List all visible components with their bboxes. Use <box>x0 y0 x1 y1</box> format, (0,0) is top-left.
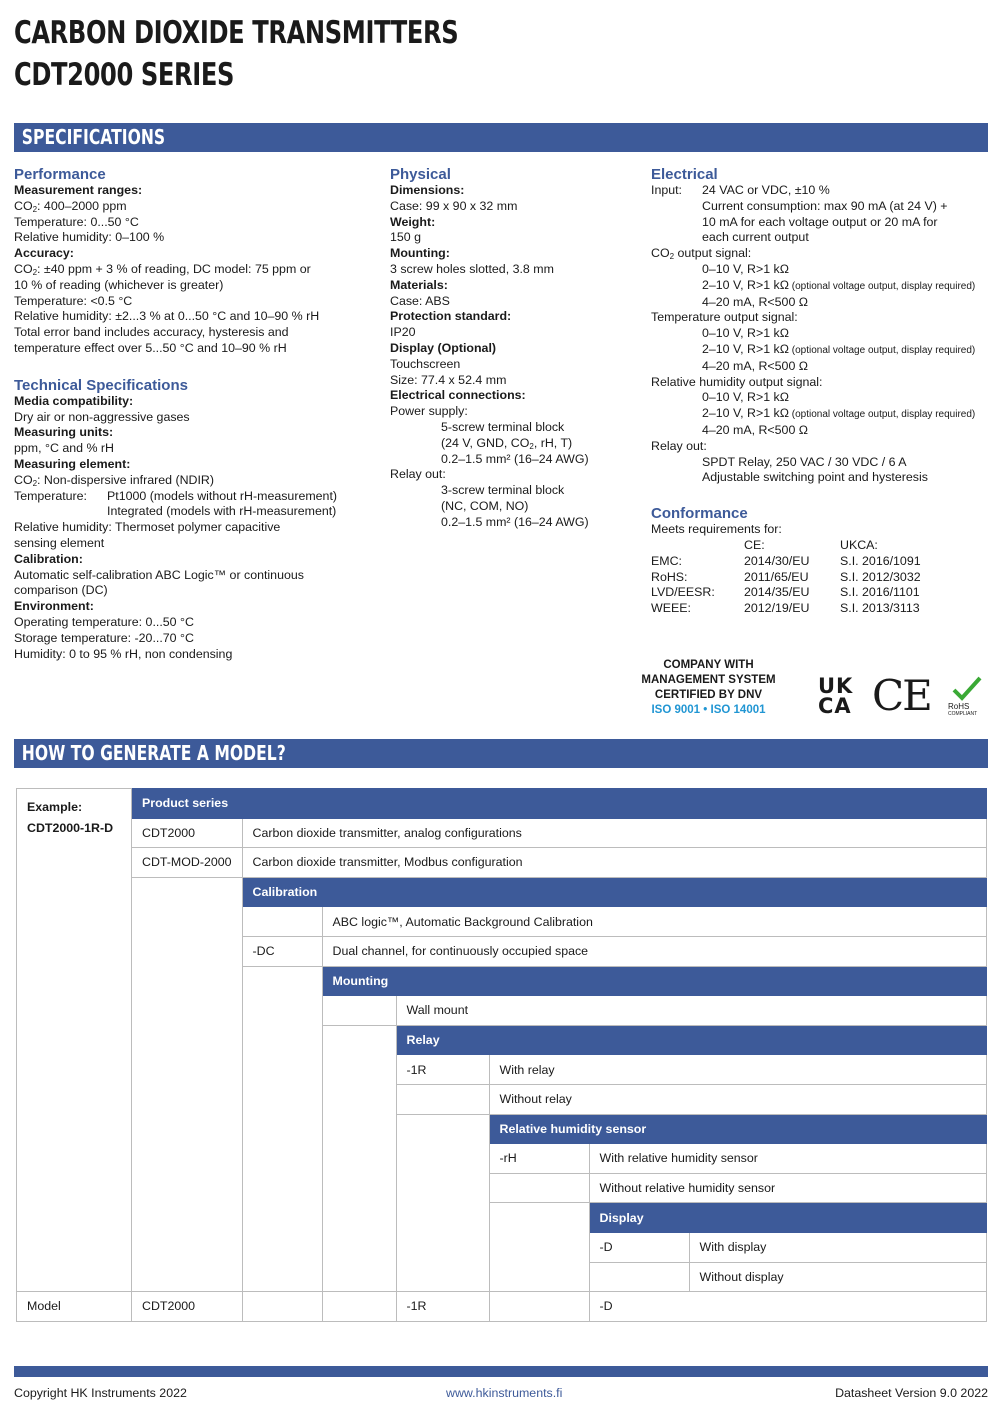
calibration-value: Automatic self-calibration ABC Logic™ or continuous <box>14 567 304 582</box>
protection-value: IP20 <box>390 325 416 340</box>
performance-heading: Performance <box>14 166 106 183</box>
calibration-value-cont: comparison (DC) <box>14 583 108 598</box>
table-row: -D With display <box>17 1232 987 1262</box>
table-row: Without relative humidity sensor <box>17 1173 987 1203</box>
co2-output-1: 0–10 V, R>1 kΩ <box>702 261 789 276</box>
relay-spec: SPDT Relay, 250 VAC / 30 VDC / 6 A <box>702 454 907 469</box>
table-row: -1R With relay <box>17 1055 987 1085</box>
physical-heading: Physical <box>390 166 451 183</box>
humidity-output-1: 0–10 V, R>1 kΩ <box>702 390 789 405</box>
page-title <box>14 12 458 96</box>
co2-range: $CO_2$: 400–2000 ppm <box>14 198 127 214</box>
mounting-header: Mounting <box>322 966 986 996</box>
table-row: Without display <box>17 1262 987 1292</box>
element-humidity-cont: sensing element <box>14 535 105 550</box>
protection-label: Protection standard: <box>390 309 512 324</box>
temperature-output-label: Temperature output signal: <box>651 310 798 325</box>
dnv-certification: COMPANY WITH MANAGEMENT SYSTEM CERTIFIED BY DNV ISO 9001 • ISO 14001 <box>641 659 776 716</box>
weight-label: Weight: <box>390 214 436 229</box>
power-wire-size: 0.2–1.5 mm² (16–24 AWG) <box>441 451 589 466</box>
product-series-header: Product series <box>132 789 987 819</box>
materials-label: Materials: <box>390 277 448 292</box>
consumption: Current consumption: max 90 mA (at 24 V) + <box>702 198 948 213</box>
table-row: CDT2000 Carbon dioxide transmitter, analog configurations <box>17 818 987 848</box>
title-line-1: CARBON DIOXIDE TRANSMITTERS <box>14 15 459 51</box>
measurement-ranges-label: Measurement ranges: <box>14 183 143 197</box>
temperature-accuracy: Temperature: <0.5 °C <box>14 293 133 308</box>
conformance-intro: Meets requirements for: <box>651 522 782 537</box>
calibration-label: Calibration: <box>14 551 83 566</box>
table-row: -rH With relative humidity sensor <box>17 1144 987 1174</box>
relay-adjustable: Adjustable switching point and hysteresis <box>702 470 928 485</box>
display-type: Touchscreen <box>390 356 461 371</box>
table-row: Wall mount <box>17 996 987 1026</box>
units-value: ppm, °C and % rH <box>14 441 114 456</box>
title-line-2: CDT2000 SERIES <box>14 57 235 93</box>
rh-sensor-header: Relative humidity sensor <box>489 1114 986 1144</box>
mounting-value: 3 screw holes slotted, 3.8 mm <box>390 261 554 276</box>
humidity-output-2: 2–10 V, R>1 kΩ (optional voltage output, display required) <box>702 406 976 421</box>
storage-temperature: Storage temperature: -20...70 °C <box>14 630 194 645</box>
relay-out-label: Relay out: <box>390 467 446 482</box>
temperature-output-1: 0–10 V, R>1 kΩ <box>702 326 789 341</box>
humidity-output-label: Relative humidity output signal: <box>651 374 823 389</box>
ukca-mark-icon: UK CA <box>818 674 854 718</box>
relay-label: Relay out: <box>651 438 707 453</box>
dimensions-label: Dimensions: <box>390 183 465 197</box>
electrical-connections-label: Electrical connections: <box>390 388 526 403</box>
temperature-output-2: 2–10 V, R>1 kΩ (optional voltage output, display required) <box>702 341 976 356</box>
conformance-heading: Conformance <box>651 505 748 523</box>
power-supply-label: Power supply: <box>390 404 468 419</box>
datasheet-version: Datasheet Version 9.0 2022 <box>835 1386 988 1400</box>
co2-output-2: 2–10 V, R>1 kΩ (optional voltage output, display required) <box>702 277 976 292</box>
example-cell: Example: CDT2000-1R-D <box>17 789 132 1292</box>
model-row: Model CDT2000 -1R -D <box>17 1292 987 1322</box>
consumption-cont: 10 mA for each voltage output or 20 mA for <box>702 214 938 229</box>
units-label: Measuring units: <box>14 425 114 440</box>
total-error-band-cont: temperature effect over 5...50 °C and 10–90 % rH <box>14 340 287 355</box>
mounting-label: Mounting: <box>390 246 450 261</box>
performance-column <box>14 167 374 662</box>
rohs-icon: RoHS COMPLIANT <box>948 674 988 720</box>
element-temperature: Temperature: Pt1000 (models without rH-measurement) Integrated (models with rH-measurement) <box>14 488 338 519</box>
input-row: Input: 24 VAC or VDC, ±10 % <box>651 183 830 197</box>
specifications-heading: SPECIFICATIONS <box>21 125 166 149</box>
humidity-condition: Humidity: 0 to 95 % rH, non condensing <box>14 646 233 661</box>
electrical-heading: Electrical <box>651 166 718 183</box>
model-table <box>16 788 987 1322</box>
calibration-header: Calibration <box>242 877 986 907</box>
element-humidity: Relative humidity: Thermoset polymer capacitive <box>14 520 281 535</box>
co2-accuracy: $CO_2$: ±40 ppm + 3 % of reading, DC model: 75 ppm or <box>14 261 311 277</box>
media-value: Dry air or non-aggressive gases <box>14 409 190 424</box>
element-label: Measuring element: <box>14 456 131 471</box>
media-label: Media compatibility: <box>14 393 134 408</box>
table-row: -DC Dual channel, for continuously occupied space <box>17 936 987 966</box>
footer-bar <box>14 1366 988 1377</box>
temperature-range: Temperature: 0...50 °C <box>14 214 139 229</box>
co2-output-3: 4–20 mA, R<500 Ω <box>702 294 809 309</box>
website-link[interactable]: www.hkinstruments.fi <box>446 1386 563 1400</box>
power-terminal: 5-screw terminal block <box>441 419 565 434</box>
table-row: ABC logic™, Automatic Background Calibration <box>17 907 987 937</box>
dimensions-value: Case: 99 x 90 x 32 mm <box>390 198 518 213</box>
specifications-section-bar <box>14 123 988 152</box>
humidity-range: Relative humidity: 0–100 % <box>14 230 165 245</box>
co2-output-label: $CO_2$ output signal: <box>651 246 752 262</box>
consumption-cont-2: each current output <box>702 230 809 245</box>
display-label: Display (Optional) <box>390 340 497 355</box>
temperature-output-3: 4–20 mA, R<500 Ω <box>702 358 809 373</box>
technical-specifications-heading: Technical Specifications <box>14 376 188 394</box>
relay-wire-size: 0.2–1.5 mm² (16–24 AWG) <box>441 514 589 529</box>
relay-terminal: 3-screw terminal block <box>441 483 565 498</box>
environment-label: Environment: <box>14 599 94 614</box>
power-terminals-list: (24 V, GND, $CO_2$, rH, T) <box>441 435 573 451</box>
operating-temperature: Operating temperature: 0...50 °C <box>14 614 194 629</box>
model-heading: HOW TO GENERATE A MODEL? <box>21 741 286 765</box>
table-row: CDT-MOD-2000 Carbon dioxide transmitter, Modbus configuration <box>17 848 987 878</box>
copyright: Copyright HK Instruments 2022 <box>14 1386 187 1400</box>
weight-value: 150 g <box>390 230 422 245</box>
humidity-accuracy: Relative humidity: ±2...3 % at 0...50 °C and 10–90 % rH <box>14 309 320 324</box>
element-co2: $CO_2$: Non-dispersive infrared (NDIR) <box>14 472 215 488</box>
table-row: Without relay <box>17 1084 987 1114</box>
co2-accuracy-cont: 10 % of reading (whichever is greater) <box>14 277 224 292</box>
electrical-column <box>651 167 996 617</box>
physical-column <box>390 167 640 531</box>
model-section-bar <box>14 739 988 768</box>
materials-value: Case: ABS <box>390 293 450 308</box>
display-header: Display <box>589 1203 986 1233</box>
accuracy-label: Accuracy: <box>14 246 74 261</box>
total-error-band: Total error band includes accuracy, hysteresis and <box>14 325 289 340</box>
relay-terminals-list: (NC, COM, NO) <box>441 498 529 513</box>
display-size: Size: 77.4 x 52.4 mm <box>390 372 507 387</box>
relay-header: Relay <box>396 1025 986 1055</box>
humidity-output-3: 4–20 mA, R<500 Ω <box>702 422 809 437</box>
conformance-table: CE: UKCA: EMC: 2014/30/EU S.I. 2016/1091 RoHS: 2011/65/EU S.I. 2012/3032 LVD/EESR: 2014/35/EU S.I. 2016/1101 WEEE: 2012/19/EU S.I. 2013/3113 <box>651 537 921 616</box>
ce-mark-icon: CE <box>872 671 931 720</box>
